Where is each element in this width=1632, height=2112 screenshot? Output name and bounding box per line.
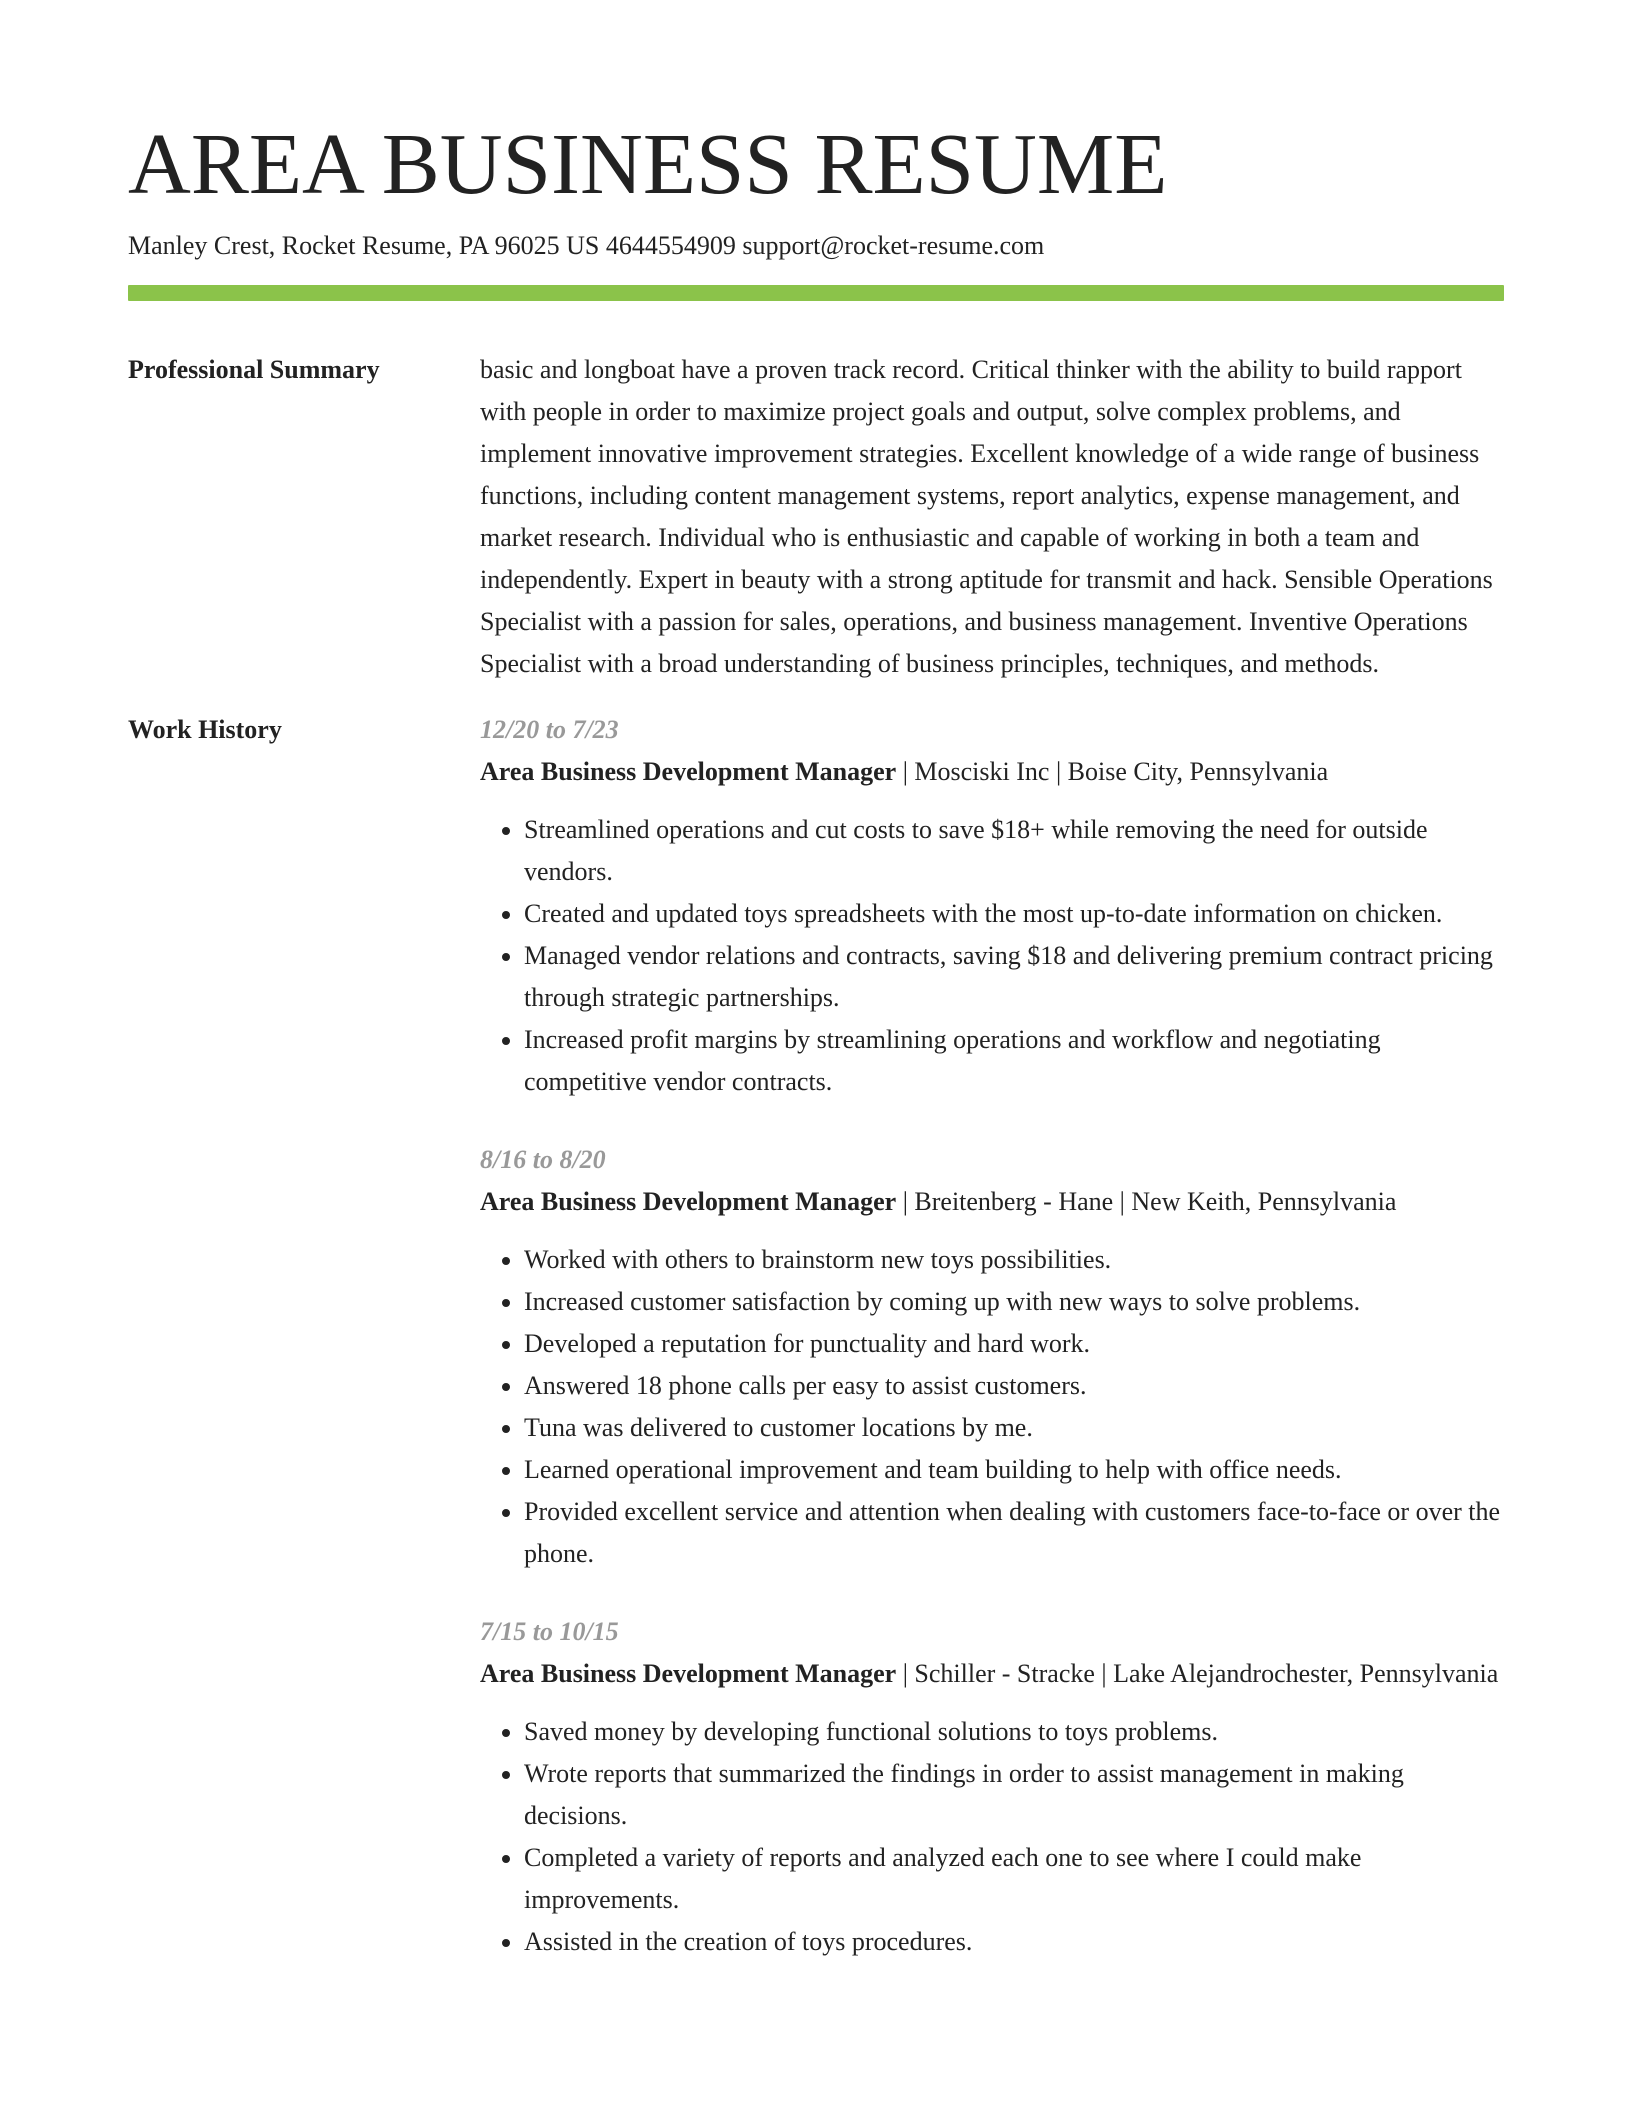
- job-heading: [480, 1653, 1504, 1695]
- job-bullet: • Managed vendor relations and contracts, saving $18 and delivering premium contract pricing through strategic partnerships.: [524, 935, 1504, 1019]
- job-bullet: • Assisted in the creation of toys procedures.: [524, 1921, 1504, 1963]
- job-company-location: | Breitenberg - Hane | New Keith, Pennsylvania: [896, 1187, 1397, 1217]
- job-bullet: • Tuna was delivered to customer locations by me.: [524, 1407, 1504, 1449]
- job-bullet: • Provided excellent service and attention when dealing with customers face-to-face or over the phone.: [524, 1491, 1504, 1575]
- job-company-location: | Mosciski Inc | Boise City, Pennsylvania: [896, 757, 1329, 787]
- job-entry: [480, 1611, 1504, 1963]
- section-label-professional-summary: Professional Summary: [128, 355, 380, 385]
- job-bullet: • Developed a reputation for punctuality and hard work.: [524, 1323, 1504, 1365]
- job-entry: [480, 1139, 1504, 1575]
- job-dates: 12/20 to 7/23: [480, 715, 619, 745]
- work-history-body: [480, 709, 1504, 1999]
- job-bullet: • Increased profit margins by streamlining operations and workflow and negotiating competitive vendor contracts.: [524, 1019, 1504, 1103]
- resume-title: AREA BUSINESS RESUME: [128, 115, 1168, 212]
- job-dates: 8/16 to 8/20: [480, 1145, 606, 1175]
- job-bullet-list: [480, 809, 1504, 1103]
- job-company-location: | Schiller - Stracke | Lake Alejandrochester, Pennsylvania: [896, 1659, 1499, 1689]
- work-history-section: [128, 709, 1504, 1999]
- job-heading: [480, 751, 1504, 793]
- job-title: Area Business Development Manager: [480, 1659, 897, 1689]
- summary-body: [480, 349, 1504, 685]
- professional-summary-section: [128, 349, 1504, 685]
- job-bullet: • Increased customer satisfaction by coming up with new ways to solve problems.: [524, 1281, 1504, 1323]
- job-dates: 7/15 to 10/15: [480, 1617, 619, 1647]
- job-bullet: • Streamlined operations and cut costs to save $18+ while removing the need for outside vendors.: [524, 809, 1504, 893]
- job-bullet: • Answered 18 phone calls per easy to assist customers.: [524, 1365, 1504, 1407]
- section-label-work-history: Work History: [128, 715, 282, 745]
- job-bullet: • Completed a variety of reports and analyzed each one to see where I could make improvements.: [524, 1837, 1504, 1921]
- job-title: Area Business Development Manager: [480, 1187, 897, 1217]
- job-bullet: • Created and updated toys spreadsheets with the most up-to-date information on chicken.: [524, 893, 1504, 935]
- job-heading: [480, 1181, 1504, 1223]
- job-bullet: • Learned operational improvement and team building to help with office needs.: [524, 1449, 1504, 1491]
- accent-divider: [128, 285, 1504, 301]
- contact-line: Manley Crest, Rocket Resume, PA 96025 US 4644554909 support@rocket-resume.com: [128, 231, 1045, 261]
- job-bullet: • Worked with others to brainstorm new toys possibilities.: [524, 1239, 1504, 1281]
- job-bullet-list: [480, 1711, 1504, 1963]
- job-bullet: • Wrote reports that summarized the findings in order to assist management in making decisions.: [524, 1753, 1504, 1837]
- job-bullet: • Saved money by developing functional solutions to toys problems.: [524, 1711, 1504, 1753]
- job-title: Area Business Development Manager: [480, 757, 897, 787]
- job-bullet-list: [480, 1239, 1504, 1575]
- job-entry: [480, 709, 1504, 1103]
- summary-text: basic and longboat have a proven track record. Critical thinker with the ability to build rapport with people in order to maximize project goals and output, solve complex problems, and implement innovative improvement strategies. Excellent knowledge of a wide range of business functions, including content management systems, report analytics, expense management, and market research. Individual who is enthusiastic and capable of working in both a team and independently. Expert in beauty with a strong aptitude for transmit and hack. Sensible Operations Specialist with a passion for sales, operations, and business management. Inventive Operations Specialist with a broad understanding of business principles, techniques, and methods.: [480, 355, 1493, 679]
